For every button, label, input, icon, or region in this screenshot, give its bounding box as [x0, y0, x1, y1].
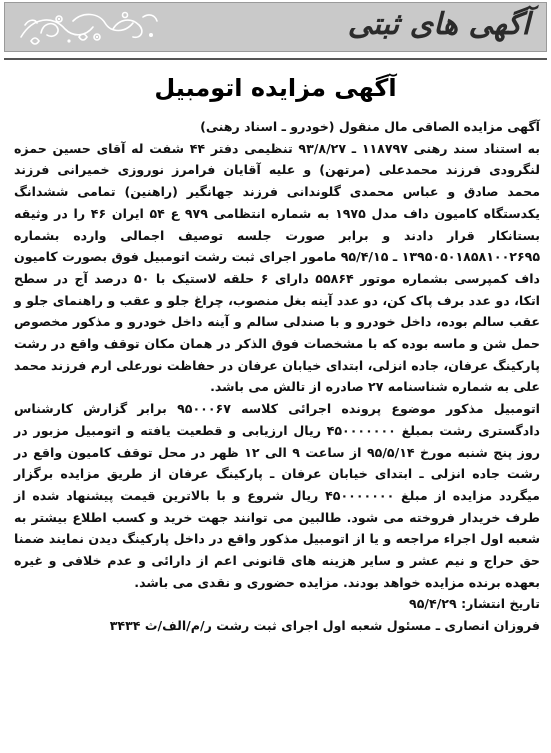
notice-title: آگهی مزایده اتومبیل	[154, 74, 397, 102]
notice-paragraph-2: اتومبیل مذکور موضوع پرونده اجرائی کلاسه ۹۵۰۰۰۶۷ برابر گزارش کارشناس دادگستری رشت بمبلغ ۴۵۰۰۰۰۰۰۰ ریال ارزیابی و قطعیت یافته و اتومبیل مزبور در روز پنج شنبه مورخ ۹۵/۵/۱۴ از ساعت ۹ الی ۱۲ ظهر در محل توقف کامیون واقع در رشت جاده انزلی ـ ابتدای خیابان عرفان ـ پارکینگ عرفان از طریق مزایده برگزار میگردد مزایده از مبلغ ۴۵۰۰۰۰۰۰۰ ریال شروع و با بالاترین قیمت پیشنهاد شده از طرف خریدار فروخته می شود. طالبین می توانند جهت خرید و کسب اطلاع بیشتر به شعبه اول اجراء مراجعه و یا از اتومبیل مذکور واقع در داخل پارکینگ دیدن نمایند ضمنا حق حراج و نیم عشر و سایر هزینه های قانونی اعم از دارائی و عدم خلافی و غیره بعهده برنده مزایده خواهد بودند. مزایده حضوری و نقدی می باشد.	[14, 401, 540, 590]
notice-paragraph-1: به استناد سند رهنی ۱۱۸۷۹۷ ـ ۹۳/۸/۲۷ تنظیمی دفتر ۴۴ شفت له آقای حسین حمزه لنگرودی فرزند محمدعلی (مرتهن) و علیه آقایان فرامرز نوروزی خمیرانی فرزند محمد صادق و عباس محمدی گلوندانی فرزند جهانگیر (راهنین) تمامی ششدانگ یکدستگاه کامیون داف مدل ۱۹۷۵ به شماره انتظامی ۹۷۹ ع ۵۴ ایران ۴۶ را در وثیقه بستانکار قرار دادند و برابر صورت جلسه توصیف اجمالی وارده بشماره ۱۳۹۵۰۵۰۱۸۵۸۱۰۰۲۶۹۵ ـ ۹۵/۴/۱۵ مامور اجرای ثبت رشت اتومبیل فوق بصورت کامیون داف کمپرسی بشماره موتور ۵۵۸۶۴ دارای ۶ حلقه لاستیک با ۵۰ درصد آج در سطح اتکا، دو عدد برف پاک کن، دو عدد آینه بغل منصوب، چراغ جلو و عقب و راهنمای جلو و عقب سالم بوده، داخل خودرو و با صندلی سالم و آینه داخل خودرو و مذکور مخصوص حمل شن و ماسه بوده که با مشخصات فوق الذکر در همان مکان توقف واقع در رشت پارکینگ عرفان، جاده انزلی، ابتدای خیابان عرفان در حفاظت نورعلی ارم فرزند محمد علی به شماره شناسنامه ۲۷ صادره از تالش می باشد.	[14, 140, 541, 395]
signature-line: فروزان انصاری ـ مسئول شعبه اول اجرای ثبت رشت ر/م/الف/ث ۳۴۳۴	[109, 618, 540, 634]
notice-subtitle: آگهی مزایده الصاقی مال منقول (خودرو ـ اسناد رهنی)	[200, 119, 540, 134]
floral-ornament-icon	[13, 7, 163, 49]
publish-date: تاریخ انتشار: ۹۵/۴/۲۹	[409, 596, 540, 612]
divider	[4, 58, 547, 60]
section-header	[4, 2, 547, 52]
section-title: آگهی های ثبتی	[347, 7, 530, 42]
notice-body	[14, 116, 540, 637]
